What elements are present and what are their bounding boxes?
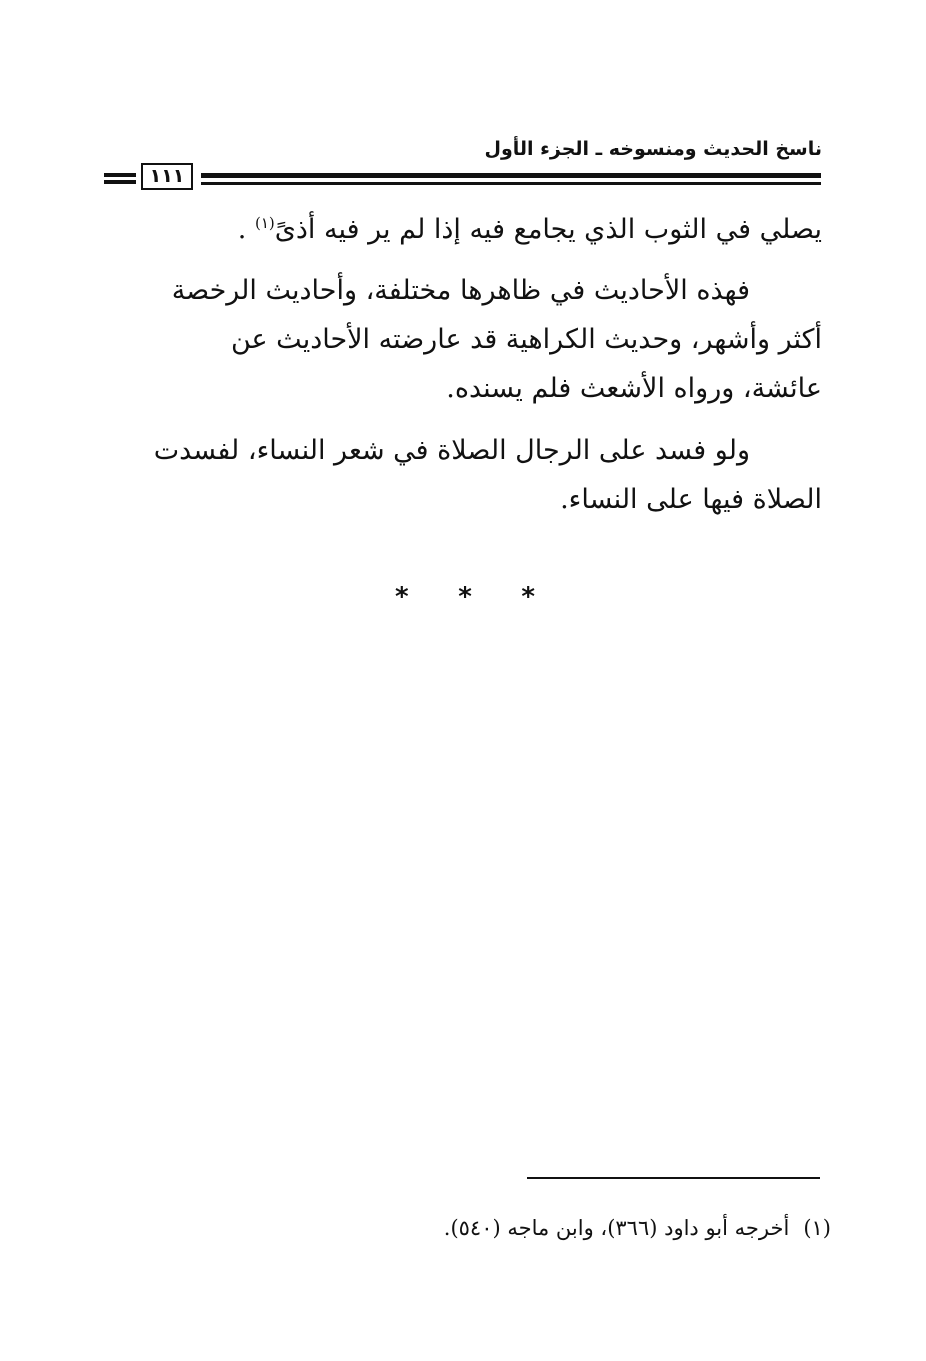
header-ornament <box>104 173 136 187</box>
footnote-number: (١) <box>803 1216 831 1240</box>
running-title: ناسخ الحديث ومنسوخه ـ الجزء الأول <box>484 138 822 160</box>
section-separator <box>395 582 535 612</box>
paragraph-1 <box>104 205 822 254</box>
text-line: عائشة، ورواه الأشعث فلم يسنده. <box>446 373 822 404</box>
asterisk-icon: * <box>395 582 409 612</box>
text-line-content: يصلي في الثوب الذي يجامع فيه إذا لم ير فيه أذىً <box>274 214 822 245</box>
text-line: أكثر وأشهر، وحديث الكراهية قد عارضته الأحاديث عن <box>230 324 822 355</box>
header-rule-top <box>201 173 821 178</box>
asterisk-icon: * <box>521 582 535 612</box>
footnote-rule <box>527 1177 820 1179</box>
text-line: فهذه الأحاديث في ظاهرها مختلفة، وأحاديث الرخصة <box>171 275 750 306</box>
paragraph-2 <box>104 266 822 413</box>
text-line: ولو فسد على الرجال الصلاة في شعر النساء، لفسدت <box>153 435 750 466</box>
footnote-text: أخرجه أبو داود (٣٦٦)، وابن ماجه (٥٤٠). <box>443 1216 790 1240</box>
header-rule-bottom <box>201 182 821 185</box>
paragraph-3 <box>104 426 822 524</box>
page-number: ١١١ <box>141 163 193 190</box>
footnote-1 <box>444 1216 831 1240</box>
footnote-marker: (١) <box>254 214 275 232</box>
text-line: الصلاة فيها على النساء. <box>560 484 822 515</box>
text-line-tail: . <box>237 214 255 245</box>
text-line <box>104 205 822 254</box>
asterisk-icon: * <box>458 582 472 612</box>
